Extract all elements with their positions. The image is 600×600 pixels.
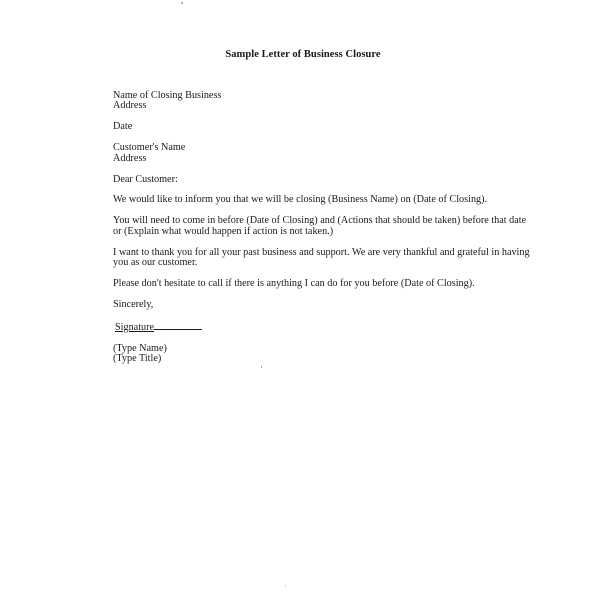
recipient-address: Address xyxy=(113,152,147,164)
paragraph-actions xyxy=(113,215,527,237)
recipient-block xyxy=(113,143,503,164)
sender-name: Name of Closing Business xyxy=(113,90,222,101)
signature-block xyxy=(113,321,503,333)
signature-label: Signature xyxy=(115,321,155,333)
recipient-name: Customer's Name xyxy=(113,142,186,154)
signature-underline xyxy=(154,321,202,330)
signer-block xyxy=(113,344,503,365)
date-block xyxy=(113,122,503,132)
sender-address: Address xyxy=(113,100,147,112)
paragraph-contact xyxy=(113,279,503,289)
closing-text: Sincerely, xyxy=(113,298,154,310)
signer-name: (Type Name) xyxy=(113,342,167,354)
paragraph-line: I want to thank you for all your past business and support. We are very thankful and grateful in having xyxy=(113,246,530,258)
signature-line xyxy=(113,321,503,333)
paragraph-line: We would like to inform you that we will be closing (Business Name) on (Date of Closing). xyxy=(113,194,488,206)
paragraph-thanks xyxy=(113,246,530,269)
scan-speck xyxy=(181,2,183,4)
paragraph-line: you as our customer. xyxy=(113,257,198,269)
salutation-text: Dear Customer: xyxy=(113,173,178,185)
paragraph-line: Please don't hesitate to call if there is anything I can do for you before (Date of Closing). xyxy=(113,277,475,289)
paragraph-line: or (Explain what would happen if action is not taken.) xyxy=(113,225,334,237)
sender-block xyxy=(113,91,503,112)
letter-body xyxy=(113,90,530,375)
paragraph-closing-notice xyxy=(113,195,503,205)
scan-speck xyxy=(285,585,286,587)
closing xyxy=(113,300,503,310)
letter-date: Date xyxy=(113,121,133,133)
salutation xyxy=(113,175,503,185)
signer-title: (Type Title) xyxy=(113,353,162,365)
letter-title: Sample Letter of Business Closure xyxy=(225,49,381,60)
paragraph-line: You will need to come in before (Date of Closing) and (Actions that should be taken) before that date xyxy=(113,215,527,227)
